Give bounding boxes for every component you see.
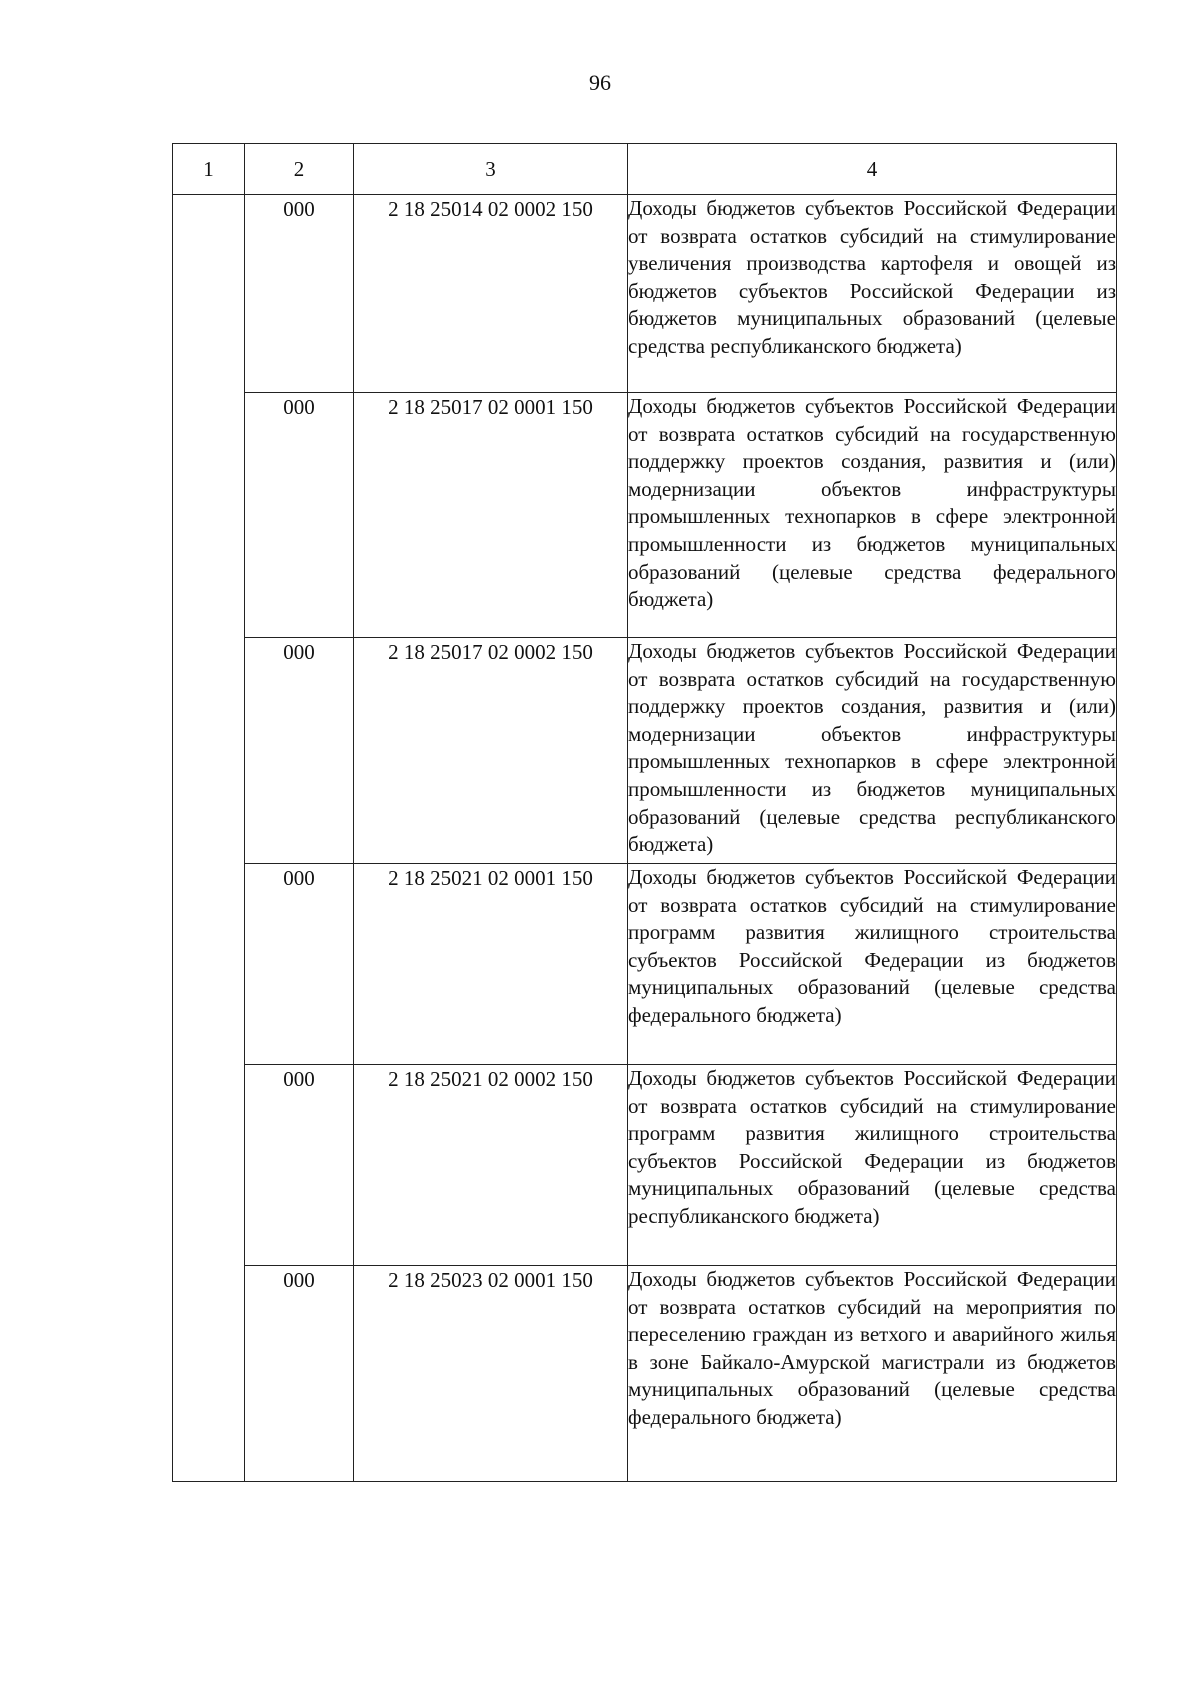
header-col-1: 1 [173, 144, 245, 195]
table-row [173, 393, 1117, 638]
kbk-code-cell: 2 18 25023 02 0001 150 [354, 1266, 628, 1482]
revenue-codes-table [172, 143, 1117, 1482]
admin-code-cell: 000 [245, 1065, 354, 1266]
header-col-4: 4 [628, 144, 1117, 195]
kbk-code-cell: 2 18 25017 02 0001 150 [354, 393, 628, 638]
table-header-row [173, 144, 1117, 195]
kbk-code-cell: 2 18 25021 02 0001 150 [354, 864, 628, 1065]
admin-code-cell: 000 [245, 1266, 354, 1482]
table-row [173, 1266, 1117, 1482]
row-col1 [173, 638, 245, 864]
row-col1 [173, 195, 245, 393]
header-col-2: 2 [245, 144, 354, 195]
admin-code-cell: 000 [245, 195, 354, 393]
description-cell: Доходы бюджетов субъектов Российской Федерации от возврата остатков субсидий на стимулирование программ развития жилищного строительства субъектов Российской Федерации из бюджетов муниципальных образований (целевые средства республиканского бюджета) [628, 1065, 1117, 1266]
row-col1 [173, 1065, 245, 1266]
row-col1 [173, 1266, 245, 1482]
description-cell: Доходы бюджетов субъектов Российской Федерации от возврата остатков субсидий на мероприятия по переселению граждан из ветхого и аварийного жилья в зоне Байкало-Амурской магистрали из бюджетов муниципальных образований (целевые средства федерального бюджета) [628, 1266, 1117, 1482]
table-row [173, 195, 1117, 393]
description-cell: Доходы бюджетов субъектов Российской Федерации от возврата остатков субсидий на государственную поддержку проектов создания, развития и (или) модернизации объектов инфраструктуры промышленных технопарков в сфере электронной промышленности из бюджетов муниципальных образований (целевые средства федерального бюджета) [628, 393, 1117, 638]
admin-code-cell: 000 [245, 864, 354, 1065]
kbk-code-cell: 2 18 25014 02 0002 150 [354, 195, 628, 393]
table-row [173, 864, 1117, 1065]
description-cell: Доходы бюджетов субъектов Российской Федерации от возврата остатков субсидий на стимулирование увеличения производства картофеля и овощей из бюджетов субъектов Российской Федерации из бюджетов муниципальных образований (целевые средства республиканского бюджета) [628, 195, 1117, 393]
admin-code-cell: 000 [245, 393, 354, 638]
header-col-3: 3 [354, 144, 628, 195]
table-row [173, 1065, 1117, 1266]
row-col1 [173, 393, 245, 638]
description-cell: Доходы бюджетов субъектов Российской Федерации от возврата остатков субсидий на государственную поддержку проектов создания, развития и (или) модернизации объектов инфраструктуры промышленных технопарков в сфере электронной промышленности из бюджетов муниципальных образований (целевые средства республиканского бюджета) [628, 638, 1117, 864]
kbk-code-cell: 2 18 25021 02 0002 150 [354, 1065, 628, 1266]
description-cell: Доходы бюджетов субъектов Российской Федерации от возврата остатков субсидий на стимулирование программ развития жилищного строительства субъектов Российской Федерации из бюджетов муниципальных образований (целевые средства федерального бюджета) [628, 864, 1117, 1065]
admin-code-cell: 000 [245, 638, 354, 864]
kbk-code-cell: 2 18 25017 02 0002 150 [354, 638, 628, 864]
page-number: 96 [589, 70, 611, 95]
table-row [173, 638, 1117, 864]
row-col1 [173, 864, 245, 1065]
